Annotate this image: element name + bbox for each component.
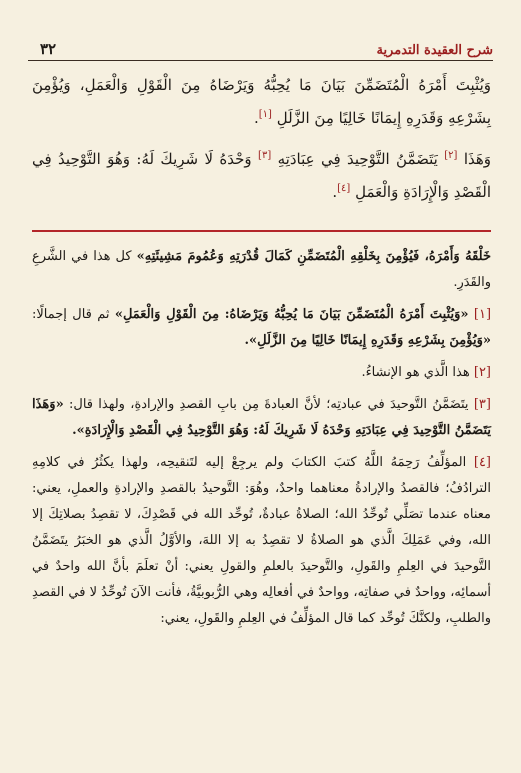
footnote-marker: [١]: [258, 109, 272, 120]
commentary-section: [32, 244, 491, 638]
note-number: [٤]: [473, 455, 491, 470]
quoted-text: «وَيُثْبِتَ أَمْرَهُ الْمُتَضَمِّنَ بَيَانَ مَا يُحِبُّهُ وَيَرْضَاهُ: مِنَ الْقَوْلِ وَالْعَمَلِ»: [114, 307, 469, 322]
commentary-paragraph-3: [32, 392, 491, 444]
commentary-text: يتَضَمَّنُ التَّوحيدَ في عبادتِه؛ لأنَّ العبادةَ مِن بابِ القصدِ والإرادةِ، ولهذا قال:: [69, 397, 469, 412]
footnote-marker: [٤]: [337, 183, 351, 194]
matn-text: وَهَذَا: [463, 150, 492, 168]
quoted-text: «وَيُؤْمِنَ بِشَرْعِهِ وَقَدَرِهِ إِيمَانًا خَالِيًا مِنَ الزَّلَلِ».: [244, 333, 491, 348]
commentary-paragraph-1: [32, 302, 491, 354]
matn-text: وَحْدَهُ لَا شَرِيكَ لَهُ: وَهُوَ التَّوْحِيدُ فِي الْقَصْدِ وَالْإِرَادَةِ وَالْعَمَلِ: [32, 150, 491, 201]
commentary-paragraph-4: [32, 450, 491, 632]
commentary-text: هذا الَّذي هو الإنشاءُ.: [361, 365, 470, 380]
matn-text: وَيُثْبِتَ أَمْرَهُ الْمُتَضَمِّنَ بَيَانَ مَا يُحِبُّهُ وَيَرْضَاهُ مِنَ الْقَوْلِ وَالْعَمَلِ، وَيُؤْمِنَ بِشَرْعِهِ وَقَدَرِهِ إِيمَانًا خَالِيًا مِنَ الزَّلَلِ: [32, 76, 491, 127]
commentary-paragraph-0: [32, 244, 491, 296]
quoted-text: خَلْقَهُ وَأَمْرَهُ، فَيُؤْمِنَ بِخَلْقِهِ الْمُتَضَمِّنِ كَمَالَ قُدْرَتِهِ وَعُمُومَ مَشِيئَتِهِ»: [136, 249, 492, 264]
commentary-paragraph-2: [32, 360, 491, 386]
header-rule: [28, 60, 493, 61]
matn-paragraph-2: وَهَذَا [٢] يَتَضَمَّنُ التَّوْحِيدَ فِي عِبَادَتِهِ [٣] وَحْدَهُ لَا شَرِيكَ لَهُ: وَهُوَ التَّوْحِيدُ فِي الْقَصْدِ وَالْإِرَادَةِ وَالْعَمَلِ [٤].: [32, 150, 492, 201]
footnote-marker: [٢]: [444, 150, 458, 161]
matn-text: يَتَضَمَّنُ التَّوْحِيدَ فِي عِبَادَتِهِ: [277, 150, 438, 168]
note-number: [١]: [473, 307, 492, 322]
matn-section: [32, 70, 491, 215]
matn-paragraph-1: وَيُثْبِتَ أَمْرَهُ الْمُتَضَمِّنَ بَيَانَ مَا يُحِبُّهُ وَيَرْضَاهُ مِنَ الْقَوْلِ وَالْعَمَلِ، وَيُؤْمِنَ بِشَرْعِهِ وَقَدَرِهِ إِيمَانًا خَالِيًا مِنَ الزَّلَلِ [١].: [32, 76, 491, 127]
quoted-text: «وَهَذَا يَتَضَمَّنُ التَّوْحِيدَ فِي عِبَادَتِهِ وَحْدَهُ لَا شَرِيكَ لَهُ: وَهُوَ التَّوْحِيدُ فِي الْقَصْدِ وَالْإِرَادَةِ».: [32, 397, 491, 438]
page-number: ٣٢: [40, 40, 57, 58]
note-number: [٢]: [473, 365, 491, 380]
commentary-text: المؤلِّفُ رَحِمَهُ اللَّهُ كتبَ الكتابَ ولم يرجِعْ إليه لتَنقيحِه، ولهذا يكثُرُ في كلامِهِ الترادُفُ؛ فالقصدُ والإرادةُ معناهما واحدٌ، وهُوَ: التَّوحيدُ بالقصدِ والإرادةِ والعملِ، يعني: معناه عندما تصَلِّي تُوحِّدُ الله؛ الصلاةُ عبادةٌ، تُوحِّد الله في قَصْدِكَ، لا تقصِدُ بصلاتِكَ إلا الله، وفي عَمَلِكَ الَّذي هو الصلاةُ لا تقصِدُ به إلا اللهَ، والأوَّلُ الَّذي هو الخبَرُ يتَضَمَّنُ التَّوحيدَ في العِلمِ والقَولِ، والتَّوحيدَ بالعلمِ والقولِ يعني: أنْ تعلَمَ بأنَّ الله واحدٌ في أسمائِه، وواحدٌ في صفاتِه، وواحدٌ في أفعالِه وهي الرُّبوبيَّةُ، فأنت الآنَ تُوحِّدُ لا في القصدِ والطلبِ، ولكنَّكَ تُوحِّد كما قال المؤلِّفُ في العِلمِ والقَولِ، يعني:: [32, 455, 491, 626]
note-number: [٣]: [473, 397, 491, 412]
commentary-text: كل هذا في الشَّرعِ والقَدَرِ.: [32, 249, 491, 290]
footnote-marker: [٣]: [258, 150, 272, 161]
book-title: شرح العقيدة التدمرية: [376, 43, 493, 58]
page-header: [40, 40, 493, 58]
section-divider: [32, 230, 491, 232]
commentary-text: ثم قال إجمالًا:: [32, 307, 110, 322]
